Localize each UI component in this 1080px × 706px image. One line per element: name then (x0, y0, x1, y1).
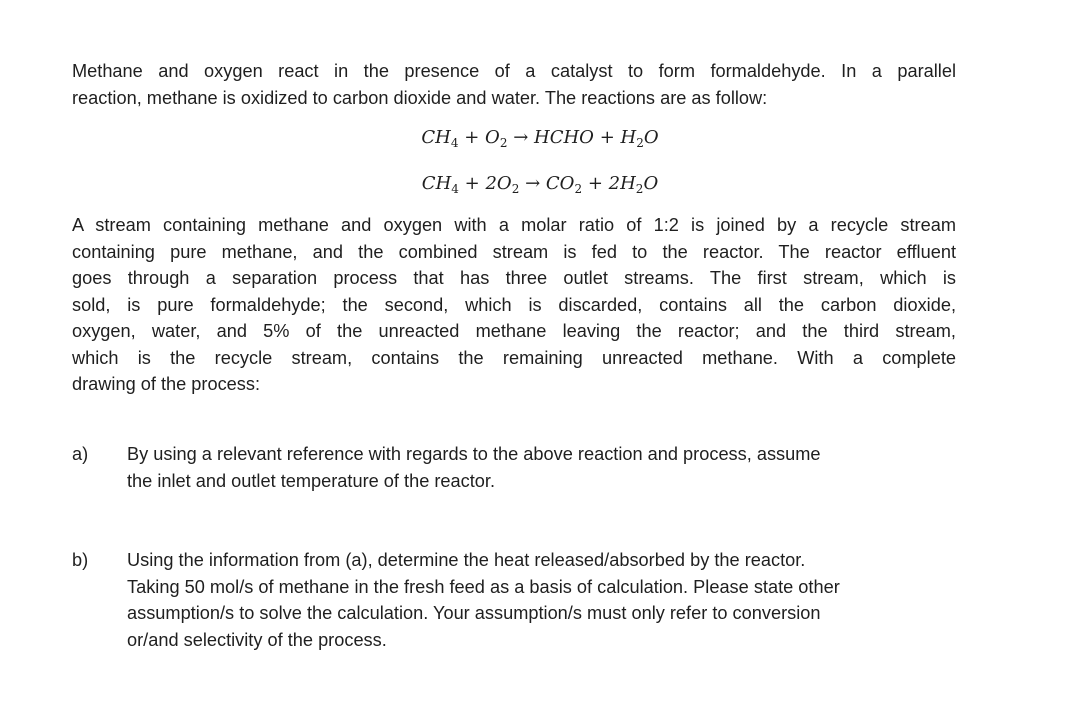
question-body (127, 441, 956, 494)
eq-term: 2H (608, 173, 636, 194)
intro-paragraph (72, 58, 956, 111)
eq-subscript: 2 (636, 136, 644, 150)
problem-line: drawing of the process: (72, 374, 261, 394)
eq-subscript: 2 (574, 182, 583, 196)
reaction-equation-2 (0, 172, 1080, 196)
eq-operator: + (587, 173, 603, 194)
problem-line: goes through a separation process that has three outlet streams. The first stream, which is (72, 268, 956, 288)
eq-operator: + (599, 127, 615, 148)
problem-paragraph (72, 212, 956, 398)
intro-line: Methane and oxygen react in the presence of a catalyst to form formaldehyde. In a parallel (72, 61, 956, 81)
eq-term: CH (421, 127, 451, 148)
problem-line: which is the recycle stream, contains the remaining unreacted methane. With a complete (72, 347, 956, 368)
eq-subscript: 2 (635, 182, 644, 196)
eq-subscript: 4 (451, 182, 459, 196)
problem-line: A stream containing methane and oxygen with a molar ratio of 1:2 is joined by a recycle stream (72, 215, 956, 235)
eq-term: CO (545, 173, 575, 194)
reaction-equation-1 (0, 126, 1080, 150)
question-marker: b) (72, 550, 89, 570)
question-line: the inlet and outlet temperature of the reactor. (127, 470, 496, 491)
eq-term: O (643, 173, 659, 194)
eq-term: CH (421, 173, 452, 194)
reaction-arrow: → (525, 173, 541, 194)
reaction-arrow: → (513, 127, 529, 148)
eq-term: H (620, 127, 637, 148)
eq-subscript: 4 (450, 136, 459, 150)
problem-line: sold, is pure formaldehyde; the second, which is discarded, contains all the carbon dioxide, (72, 294, 956, 315)
question-marker: a) (72, 444, 89, 464)
eq-term: O (485, 127, 500, 148)
question-line: Using the information from (a), determine the heat released/absorbed by the reactor. (127, 550, 806, 570)
question-body (127, 547, 956, 653)
question-line: or/and selectivity of the process. (127, 629, 387, 650)
eq-operator: + (464, 127, 480, 148)
problem-line: oxygen, water, and 5% of the unreacted methane leaving the reactor; and the third stream, (72, 321, 956, 341)
eq-term: O (643, 127, 659, 148)
question-line: assumption/s to solve the calculation. Your assumption/s must only refer to conversion (127, 603, 821, 623)
eq-subscript: 2 (511, 182, 520, 196)
eq-term: HCHO (534, 127, 594, 148)
question-line: Taking 50 mol/s of methane in the fresh feed as a basis of calculation. Please state other (127, 576, 840, 597)
eq-subscript: 2 (499, 136, 508, 150)
eq-operator: + (464, 173, 480, 194)
eq-term: 2O (485, 173, 512, 194)
question-line: By using a relevant reference with regards to the above reaction and process, assume (127, 444, 821, 464)
intro-line: reaction, methane is oxidized to carbon dioxide and water. The reactions are as follow: (72, 87, 768, 108)
problem-line: containing pure methane, and the combined stream is fed to the reactor. The reactor effluent (72, 241, 956, 262)
